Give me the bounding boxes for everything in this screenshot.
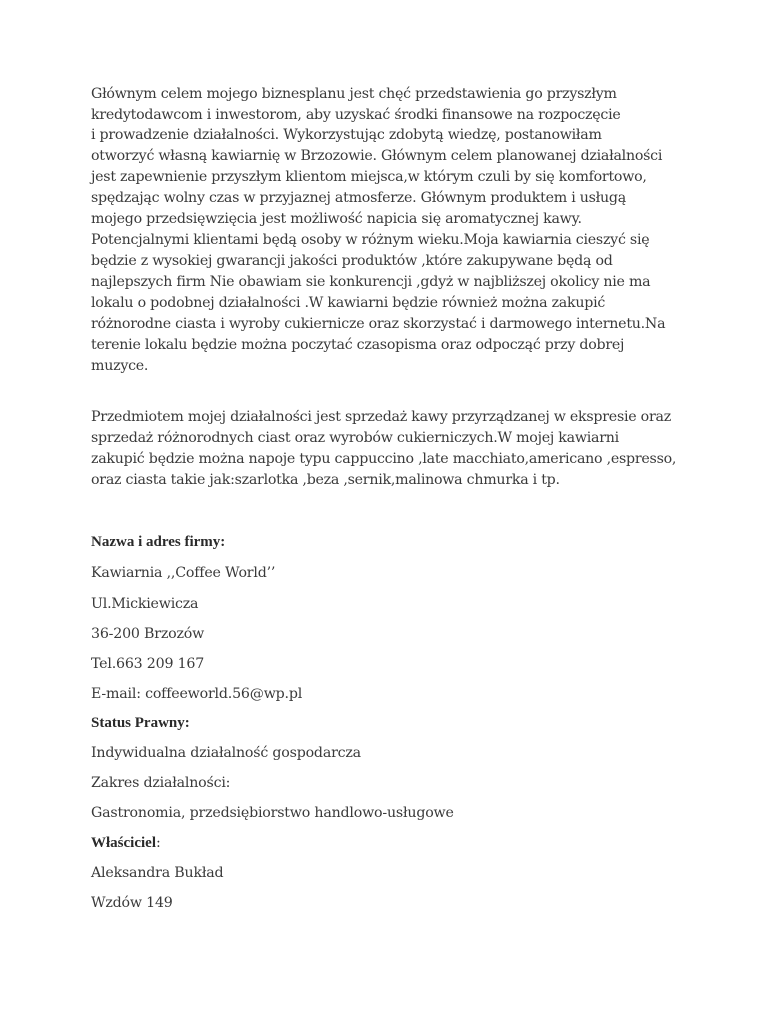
- scope-value: Gastronomia, przedsiębiorstwo handlowo-usługowe: [91, 805, 454, 821]
- intro-line: najlepszych firm Nie obawiam sie konkurencji ,gdyż w najbliższej okolicy nie ma: [91, 274, 651, 290]
- intro-line: Głównym celem mojego biznesplanu jest chęć przedstawienia go przyszłym: [91, 86, 617, 102]
- company-phone: Tel.663 209 167: [91, 656, 205, 672]
- subject-line: zakupić będzie można napoje typu cappuccino ,late macchiato,americano ,espresso,: [91, 451, 677, 467]
- intro-line: różnorodne ciasta i wyroby cukiernicze oraz skorzystać i darmowego internetu.Na: [91, 316, 666, 332]
- owner-heading: Właściciel: [91, 835, 156, 851]
- intro-line: Potencjalnymi klientami będą osoby w różnym wieku.Moja kawiarnia cieszyć się: [91, 232, 650, 248]
- company-heading: Nazwa i adres firmy:: [91, 534, 226, 550]
- intro-line: mojego przedsięwzięcia jest możliwość napicia się aromatycznej kawy.: [91, 211, 582, 227]
- intro-line: będzie z wysokiej gwarancji jakości produktów ,które zakupywane będą od: [91, 253, 613, 269]
- company-street: Ul.Mickiewicza: [91, 596, 199, 612]
- intro-line: otworzyć własną kawiarnię w Brzozowie. Głównym celem planowanej działalności: [91, 148, 663, 164]
- intro-line: i prowadzenie działalności. Wykorzystując zdobytą wiedzę, postanowiłam: [91, 127, 602, 143]
- intro-line: jest zapewnienie przyszłym klientom miejsca,w którym czuli by się komfortowo,: [91, 169, 647, 185]
- scope-heading: Zakres działalności:: [91, 775, 231, 791]
- subject-line: Przedmiotem mojej działalności jest sprzedaż kawy przyrządzanej w ekspresie oraz: [91, 409, 671, 425]
- subject-line: oraz ciasta takie jak:szarlotka ,beza ,sernik,malinowa chmurka i tp.: [91, 472, 560, 488]
- owner-heading-row: [91, 833, 161, 853]
- company-name: Kawiarnia ,,Coffee World’’: [91, 565, 276, 581]
- legal-status-heading: Status Prawny:: [91, 715, 190, 731]
- intro-line: spędzając wolny czas w przyjaznej atmosferze. Głównym produktem i usługą: [91, 190, 626, 206]
- company-postal-city: 36-200 Brzozów: [91, 626, 205, 642]
- owner-heading-colon: :: [155, 835, 161, 851]
- legal-status-value: Indywidualna działalność gospodarcza: [91, 745, 361, 761]
- intro-line: terenie lokalu będzie można poczytać czasopisma oraz odpocząć przy dobrej: [91, 337, 625, 353]
- owner-name: Aleksandra Bukład: [91, 865, 224, 881]
- intro-line: lokalu o podobnej działalności .W kawiarni będzie również można zakupić: [91, 295, 606, 311]
- company-email: E-mail: coffeeworld.56@wp.pl: [91, 686, 303, 702]
- owner-address: Wzdów 149: [91, 895, 173, 911]
- intro-line: kredytodawcom i inwestorom, aby uzyskać środki finansowe na rozpoczęcie: [91, 107, 621, 123]
- subject-line: sprzedaż różnorodnych ciast oraz wyrobów cukierniczych.W mojej kawiarni: [91, 430, 619, 446]
- intro-line: muzyce.: [91, 358, 149, 374]
